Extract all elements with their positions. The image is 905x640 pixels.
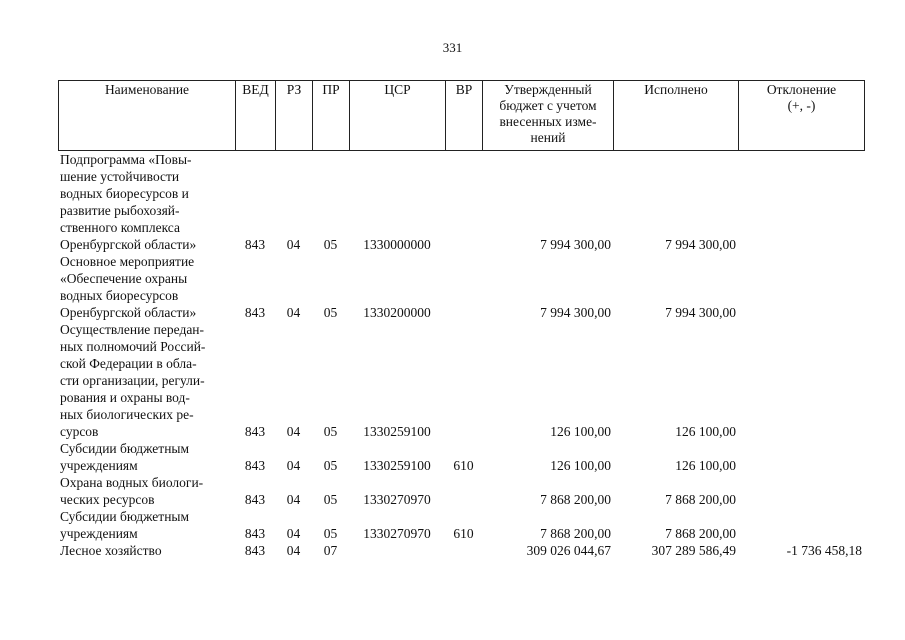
table-header: [58, 80, 865, 151]
row-name: [58, 508, 235, 542]
row-budget: 126 100,00: [550, 424, 611, 439]
row-pr: 05: [323, 492, 338, 507]
header-budget: [483, 81, 614, 151]
row-csr: 1330000000: [363, 237, 431, 252]
row-vr: [445, 321, 482, 440]
row-pr: 05: [323, 424, 338, 439]
header-budget-line: Утвержденный: [504, 82, 592, 97]
row-rz: 04: [286, 305, 301, 320]
row-vr: 610: [453, 526, 474, 541]
row-name-line: ческих ресурсов: [60, 492, 155, 507]
row-rz: 04: [286, 492, 301, 507]
row-csr: [349, 542, 445, 559]
row-pr: 05: [323, 305, 338, 320]
row-executed: 7 868 200,00: [665, 526, 736, 541]
row-name-line: ных полномочий Россий-: [60, 339, 206, 354]
header-deviation-line: (+, -): [787, 98, 816, 113]
row-vr: [445, 474, 482, 508]
header-rz: РЗ: [276, 81, 313, 151]
row-name: [58, 474, 235, 508]
table-row: [58, 474, 864, 508]
row-rz: 04: [286, 543, 301, 558]
page-number: 331: [442, 40, 463, 55]
row-deviation: [738, 151, 864, 253]
row-ved: 843: [244, 526, 266, 541]
row-name-line: ской Федерации в обла-: [60, 356, 197, 371]
row-budget: 7 868 200,00: [540, 492, 611, 507]
row-deviation: -1 736 458,18: [786, 543, 862, 558]
row-executed: 7 868 200,00: [665, 492, 736, 507]
row-name-line: шение устойчивости: [60, 169, 180, 184]
row-rz: 04: [286, 458, 301, 473]
row-name: [58, 542, 235, 559]
row-ved: 843: [244, 305, 266, 320]
table-body: [58, 151, 864, 559]
row-name: [58, 321, 235, 440]
row-executed: 7 994 300,00: [665, 237, 736, 252]
header-csr: ЦСР: [350, 81, 446, 151]
row-name-line: рования и охраны вод-: [60, 390, 190, 405]
row-name-line: водных биоресурсов: [60, 288, 179, 303]
row-budget: 7 994 300,00: [540, 305, 611, 320]
row-name: [58, 440, 235, 474]
row-name-line: ных биологических ре-: [60, 407, 194, 422]
table-row: [58, 151, 864, 253]
row-ved: 843: [244, 424, 266, 439]
row-vr: 610: [453, 458, 474, 473]
header-budget-line: нений: [530, 130, 566, 145]
row-name-line: сурсов: [60, 424, 99, 439]
row-name: [58, 253, 235, 321]
row-csr: 1330259100: [363, 424, 431, 439]
table-row: [58, 542, 864, 559]
row-budget: 7 994 300,00: [540, 237, 611, 252]
row-vr: [445, 542, 482, 559]
table-row: [58, 508, 864, 542]
header-ved: ВЕД: [236, 81, 276, 151]
row-rz: 04: [286, 526, 301, 541]
row-deviation: [738, 253, 864, 321]
header-name: Наименование: [59, 81, 236, 151]
table-row: [58, 321, 864, 440]
header-budget-line: внесенных изме-: [499, 114, 597, 129]
table-row: [58, 253, 864, 321]
row-name-line: Оренбургской области»: [60, 237, 197, 252]
row-name-line: Субсидии бюджетным: [60, 509, 190, 524]
row-name-line: Подпрограмма «Повы-: [60, 152, 192, 167]
row-name-line: «Обеспечение охраны: [60, 271, 188, 286]
header-deviation: [739, 81, 865, 151]
row-name-line: Оренбургской области»: [60, 305, 197, 320]
row-deviation: [738, 508, 864, 542]
row-name-line: Осуществление передан-: [60, 322, 205, 337]
row-name: [58, 151, 235, 253]
row-executed: 126 100,00: [675, 458, 736, 473]
row-pr: 07: [323, 543, 338, 558]
row-ved: 843: [244, 237, 266, 252]
row-budget: 309 026 044,67: [526, 543, 611, 558]
row-deviation: [738, 321, 864, 440]
row-csr: 1330270970: [363, 526, 431, 541]
row-name-line: Лесное хозяйство: [60, 543, 162, 558]
row-executed: 7 994 300,00: [665, 305, 736, 320]
row-rz: 04: [286, 424, 301, 439]
row-vr: [445, 151, 482, 253]
row-executed: 307 289 586,49: [651, 543, 736, 558]
header-budget-line: бюджет с учетом: [499, 98, 597, 113]
row-name-line: Субсидии бюджетным: [60, 441, 190, 456]
row-deviation: [738, 474, 864, 508]
row-ved: 843: [244, 492, 266, 507]
row-name-line: Охрана водных биологи-: [60, 475, 204, 490]
row-deviation: [738, 440, 864, 474]
row-name-line: учреждениям: [60, 526, 138, 541]
row-name-line: развитие рыбохозяй-: [60, 203, 180, 218]
row-pr: 05: [323, 458, 338, 473]
row-name-line: учреждениям: [60, 458, 138, 473]
row-csr: 1330200000: [363, 305, 431, 320]
row-pr: 05: [323, 237, 338, 252]
header-executed: Исполнено: [614, 81, 739, 151]
row-executed: 126 100,00: [675, 424, 736, 439]
row-name-line: ственного комплекса: [60, 220, 180, 235]
row-name-line: Основное мероприятие: [60, 254, 195, 269]
row-budget: 126 100,00: [550, 458, 611, 473]
row-vr: [445, 253, 482, 321]
table-row: [58, 440, 864, 474]
header-pr: ПР: [313, 81, 350, 151]
row-pr: 05: [323, 526, 338, 541]
row-name-line: водных биоресурсов и: [60, 186, 189, 201]
row-rz: 04: [286, 237, 301, 252]
row-ved: 843: [244, 543, 266, 558]
header-deviation-line: Отклонение: [766, 82, 837, 97]
row-csr: 1330259100: [363, 458, 431, 473]
row-name-line: сти организации, регули-: [60, 373, 205, 388]
row-ved: 843: [244, 458, 266, 473]
row-budget: 7 868 200,00: [540, 526, 611, 541]
header-vr: ВР: [446, 81, 483, 151]
row-csr: 1330270970: [363, 492, 431, 507]
